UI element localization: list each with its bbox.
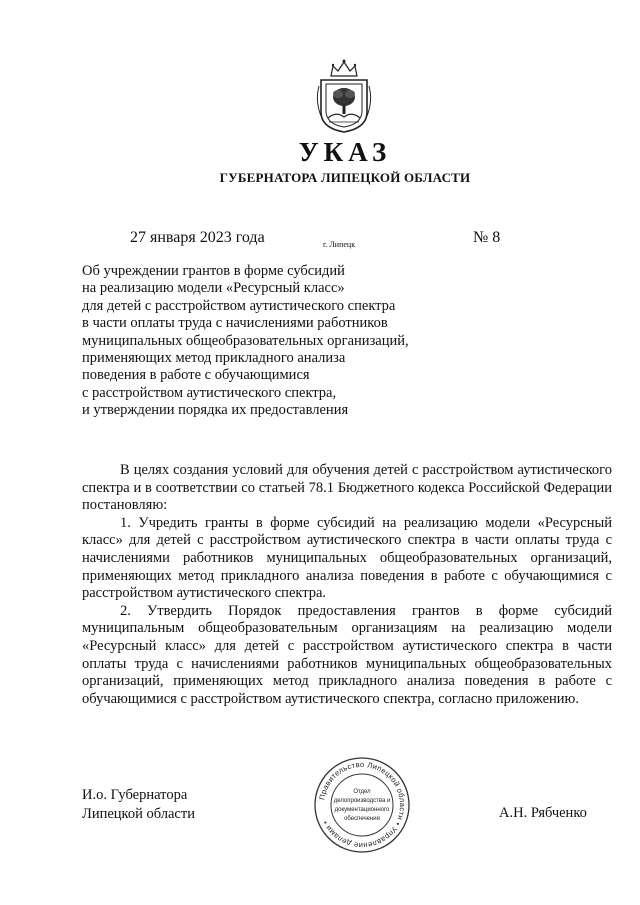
heading-line: муниципальных общеобразовательных организаций, (82, 332, 409, 349)
document-heading (82, 263, 462, 420)
heading-line: на реализацию модели «Ресурсный класс» (82, 280, 345, 297)
lipetsk-coat-of-arms-icon (313, 56, 375, 134)
heading-line: с расстройством аутистического спектра, (82, 384, 337, 401)
stamp-inner-line: обеспечения (344, 816, 380, 822)
document-place: г. Липецк (323, 240, 356, 249)
heading-line: поведения в работе с обучающимися (82, 367, 310, 384)
heading-line: в части оплаты труда с начислениями работников (82, 315, 388, 332)
preamble-paragraph: В целях создания условий для обучения детей с расстройством аутистического спектра и в соответствии со статьей 78.1 Бюджетного кодекса Российской Федерации постановляю: (82, 462, 612, 514)
signatory-position-line: Липецкой области (82, 806, 195, 822)
clause-1-paragraph: 1. Учредить гранты в форме субсидий на реализацию модели «Ресурсный класс» для детей с расстройством аутистического спектра в части оплаты труда с начислениями работников муниципальных общеобразовательных организаций, применяющих метод прикладного анализа поведения в работе с обучающимися с расстройством аутистического спектра. (82, 514, 612, 602)
document-subtitle: ГУБЕРНАТОРА ЛИПЕЦКОЙ ОБЛАСТИ (219, 170, 471, 185)
document-date: 27 января 2023 года (130, 229, 265, 246)
heading-line: применяющих метод прикладного анализа (82, 350, 346, 367)
heading-line: для детей с расстройством аутистического спектра (82, 297, 396, 314)
stamp-inner-line: делопроизводства и (333, 798, 391, 804)
signatory-name: А.Н. Рябченко (499, 805, 587, 821)
clause-2-paragraph: 2. Утвердить Порядок предоставления грантов в форме субсидий муниципальным общеобразовательным организациям на реализацию модели «Ресурсный класс» для детей с расстройством аутистического спектра в части оплаты труда с начислениями работников муниципальных общеобразовательных организаций, применяющих метод прикладного анализа поведения в работе с обучающимися с расстройством аутистического спектра, согласно приложению. (82, 602, 612, 707)
document-body (82, 462, 612, 708)
stamp-outer-text: Правительство Липецкой области • Управление делами • (317, 759, 408, 851)
document-title: УКАЗ (298, 137, 392, 167)
stamp-inner-line: Отдел (353, 789, 371, 795)
heading-line: и утверждении порядка их предоставления (82, 402, 349, 419)
signatory-position (82, 786, 195, 824)
heading-line: Об учреждении грантов в форме субсидий (82, 263, 345, 279)
document-number: № 8 (473, 229, 501, 246)
signatory-position-line: И.о. Губернатора (82, 787, 188, 803)
stamp-inner-line: документационного (334, 807, 390, 813)
official-stamp (313, 756, 411, 854)
